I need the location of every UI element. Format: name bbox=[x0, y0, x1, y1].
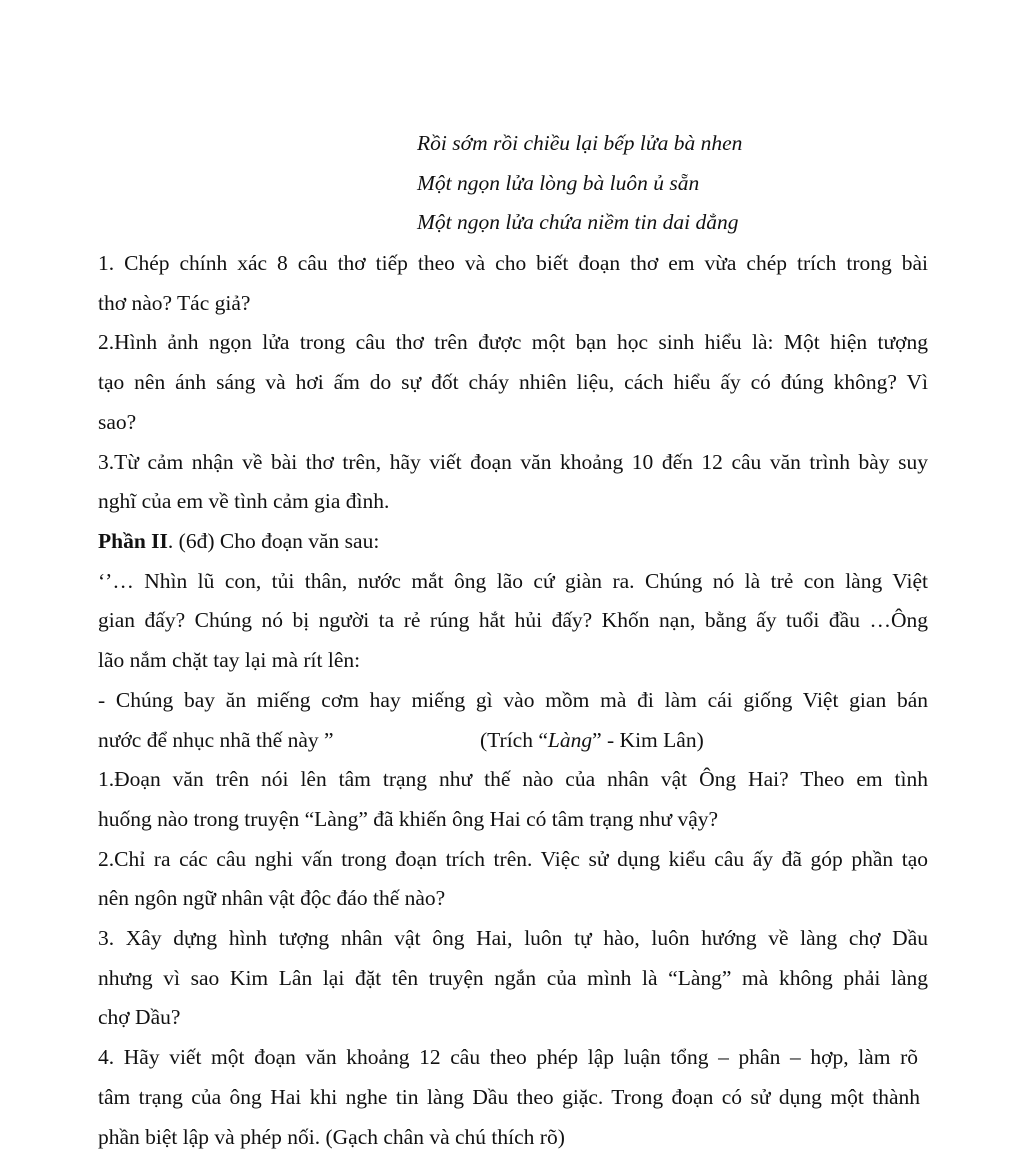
citation-title: Làng bbox=[547, 728, 593, 752]
poem-line: Một ngọn lửa chứa niềm tin dai dẳng bbox=[417, 210, 739, 234]
citation bbox=[480, 727, 704, 753]
part-2-question-4-line: tâm trạng của ông Hai khi nghe tin làng Dầu theo giặc. Trong đoạn có sử dụng một thành bbox=[98, 1085, 920, 1109]
question-2-line: 2.Hình ảnh ngọn lửa trong câu thơ trên được một bạn học sinh hiểu là: Một hiện tượng bbox=[98, 330, 928, 354]
part-2-question-1-line: 1.Đoạn văn trên nói lên tâm trạng như thế nào của nhân vật Ông Hai? Theo em tình bbox=[98, 767, 928, 791]
passage-line: ‘’… Nhìn lũ con, tủi thân, nước mắt ông lão cứ giàn ra. Chúng nó là trẻ con làng Việt bbox=[98, 569, 928, 593]
citation-prefix: (Trích “ bbox=[480, 728, 548, 752]
part-2-question-2-line: 2.Chỉ ra các câu nghi vấn trong đoạn trích trên. Việc sử dụng kiểu câu ấy đã góp phần tạo bbox=[98, 847, 928, 871]
part-2-question-3-line: chợ Dầu? bbox=[98, 1005, 181, 1029]
passage-line-end: nước để nhục nhã thế này ” bbox=[98, 728, 334, 752]
part-2-question-4-line: 4. Hãy viết một đoạn văn khoảng 12 câu theo phép lập luận tổng – phân – hợp, làm rõ bbox=[98, 1045, 918, 1069]
part-2-question-4-line: phần biệt lập và phép nối. (Gạch chân và chú thích rõ) bbox=[98, 1125, 565, 1149]
passage-line: gian đấy? Chúng nó bị người ta rẻ rúng hắt hủi đấy? Khốn nạn, bằng ấy tuổi đầu …Ông bbox=[98, 608, 928, 632]
question-2-line: tạo nên ánh sáng và hơi ấm do sự đốt cháy nhiên liệu, cách hiểu ấy có đúng không? Vì bbox=[98, 370, 928, 394]
poem-line: Rồi sớm rồi chiều lại bếp lửa bà nhen bbox=[417, 131, 743, 155]
part-2-label: Phần II bbox=[98, 529, 168, 553]
part-2-question-1-line: huống nào trong truyện “Làng” đã khiến ông Hai có tâm trạng như vậy? bbox=[98, 807, 719, 831]
question-1-line: thơ nào? Tác giả? bbox=[98, 291, 251, 315]
passage-line: lão nắm chặt tay lại mà rít lên: bbox=[98, 648, 361, 672]
part-2-heading bbox=[98, 528, 379, 554]
question-1-line: 1. Chép chính xác 8 câu thơ tiếp theo và cho biết đoạn thơ em vừa chép trích trong bài bbox=[98, 251, 928, 275]
question-2-line: sao? bbox=[98, 410, 137, 434]
part-2-question-2-line: nên ngôn ngữ nhân vật độc đáo thế nào? bbox=[98, 886, 446, 910]
citation-suffix: ” - Kim Lân) bbox=[592, 728, 704, 752]
part-2-heading-rest: . (6đ) Cho đoạn văn sau: bbox=[167, 529, 380, 553]
passage-line: - Chúng bay ăn miếng cơm hay miếng gì vào mồm mà đi làm cái giống Việt gian bán bbox=[98, 688, 928, 712]
question-3-line: 3.Từ cảm nhận về bài thơ trên, hãy viết đoạn văn khoảng 10 đến 12 câu văn trình bày suy bbox=[98, 450, 928, 474]
part-2-question-3-line: nhưng vì sao Kim Lân lại đặt tên truyện ngắn của mình là “Làng” mà không phải làng bbox=[98, 966, 928, 990]
part-2-question-3-line: 3. Xây dựng hình tượng nhân vật ông Hai, luôn tự hào, luôn hướng về làng chợ Dầu bbox=[98, 926, 928, 950]
poem-line: Một ngọn lửa lòng bà luôn ủ sẵn bbox=[417, 171, 700, 195]
question-3-line: nghĩ của em về tình cảm gia đình. bbox=[98, 489, 390, 513]
